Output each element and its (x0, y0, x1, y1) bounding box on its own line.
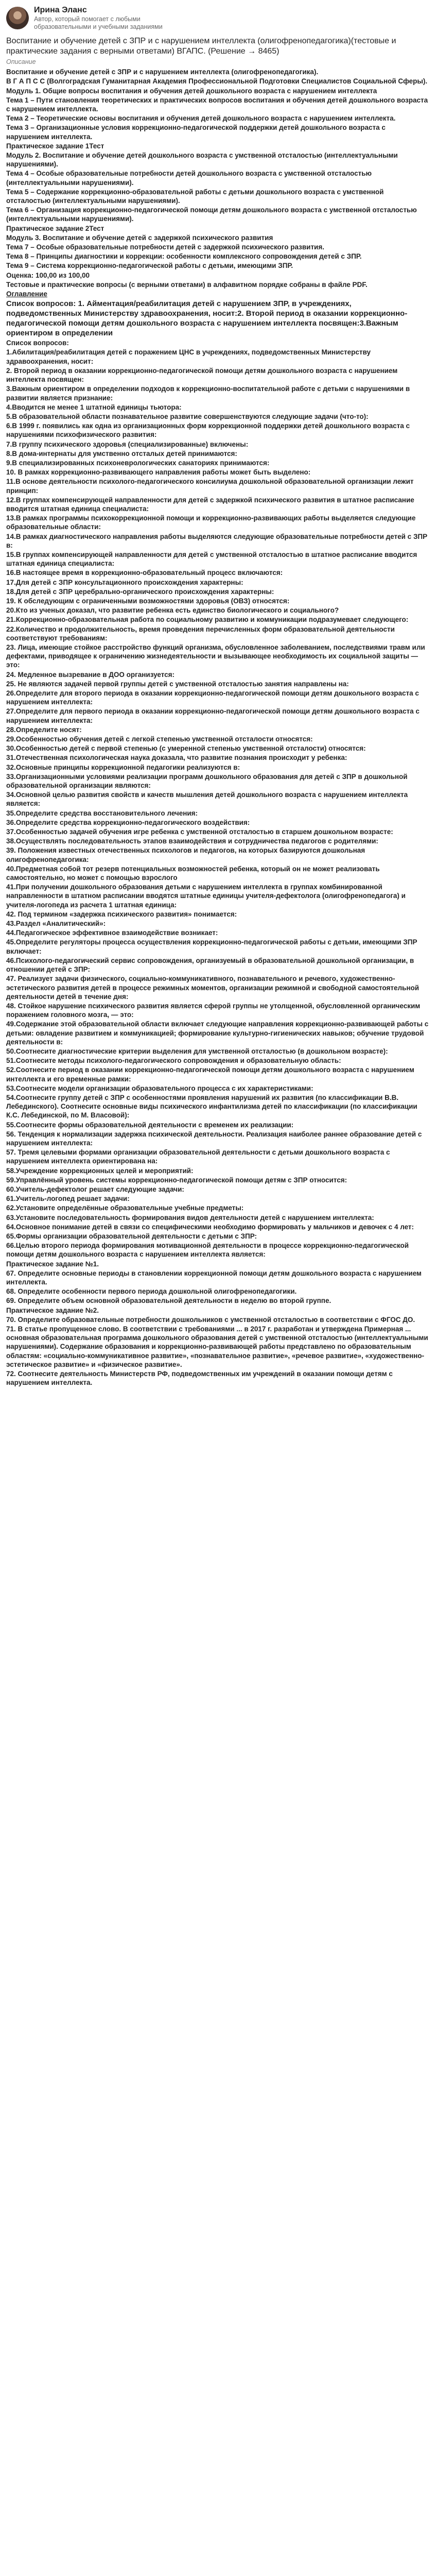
text-line: 61.Учитель-логопед решает задачи: (6, 1195, 130, 1203)
text-line: 43.Раздел «Аналитический»: (6, 920, 106, 928)
text-line: 32.Основные принципы коррекционной педагогики реализуются в: (6, 763, 240, 771)
text-line: 10. В рамках коррекционно-развивающего направления работы может быть выделено: (6, 468, 311, 477)
text-line: Тема 3 – Организационные условия коррекционно-педагогической поддержки детей дошкольного возраста с нарушением интеллекта. (6, 124, 386, 141)
text-line: 15.В группах компенсирующей направленности для детей с умственной отсталостью в штатное расписание вводится штатная единица специалиста: (6, 550, 417, 568)
text-line: 7.В группу психического здоровья (специализированные) включены: (6, 440, 249, 448)
text-line: 52.Соотнесите период в оказании коррекционно-педагогической помощи детям дошкольного возраста с нарушением интеллекта и его временные рамки: (6, 1066, 414, 1083)
text-line: 59.Управлённый уровень системы коррекционно-педагогической помощи детям с ЗПР относится: (6, 1176, 347, 1184)
text-line: Тема 5 – Содержание коррекционно-образовательной работы с детьми дошкольного возраста с умственной отсталостью (интеллектуальными нарушениями). (6, 188, 384, 205)
text-line: 57. Тремя целевыми формами организации образовательной деятельности с детьми дошкольного возраста с нарушением интеллекта ориентирована на: (6, 1148, 390, 1165)
text-line: 25. Не являются задачей первой группы детей с умственной отсталостью занятия направлены на: (6, 680, 349, 688)
text-line: 64.Основное понимание детей в связи со специфическими необходимо формировать у мальчиков и девочек с 4 лет: (6, 1223, 414, 1231)
text-line: Список вопросов: (6, 339, 69, 347)
text-line: 12.В группах компенсирующей направленности для детей с задержкой психического развития в штатное расписание вводится штатная единица специалиста: (6, 496, 414, 513)
text-line: Тема 8 – Принципы диагностики и коррекции: особенности комплексного сопровождения детей с ЗПР. (6, 252, 362, 261)
text-line: 63.Установите последовательность формирования видов деятельности детей с нарушением интеллекта: (6, 1213, 374, 1222)
text-line: 38.Осуществлять последовательность этапов взаимодействия и сотрудничества педагогов с родителями: (6, 837, 378, 845)
author-block[interactable] (6, 5, 429, 31)
text-line: 44.Педагогическое эффективное взаимодействие возникает: (6, 929, 218, 937)
text-line: 2. Второй период в оказании коррекционно-педагогической помощи детям дошкольного возраста с нарушением интеллекта посвящен: (6, 366, 398, 384)
text-line: Оценка: 100,00 из 100,00 (6, 271, 90, 279)
text-line: 9.В специализированных психоневрологических санаториях принимаются: (6, 459, 270, 467)
text-line: 36.Определите средства коррекционно-педагогического воздействия: (6, 818, 250, 826)
text-line: Практическое задание №1. (6, 1260, 99, 1268)
text-line: 26.Определите для второго периода в оказании коррекционно-педагогической помощи детям дошкольного возраста с нарушением интеллекта: (6, 689, 419, 706)
text-line: В Г А П С С (Волгоградская Гуманитарная Академия Профессиональной Подготовки Специалистов Социальной Сферы). (6, 77, 428, 86)
text-line: 46.Психолого-педагогический сервис сопровождения, организуемый в образовательной дошкольной организации, в отношении детей с ЗПР: (6, 956, 414, 974)
text-line: 3.Важным ориентиром в определении подходов к коррекционно-воспитательной работе с детьми с нарушениями в развитии является признание: (6, 385, 410, 402)
text-line: 66.Целью второго периода формирования мотивационной деятельности в процессе коррекционно-педагогической помощи детям дошкольного возраста с нарушением интеллекта является: (6, 1242, 409, 1259)
text-line: 62.Установите определённые образовательные учебные предметы: (6, 1204, 244, 1212)
text-line: 14.В рамках диагностического направления работы выделяются следующие образовательные потребности детей с ЗПР в: (6, 532, 428, 549)
text-line: 67. Определите основные периоды в становлении коррекционной помощи детям дошкольного возраста с нарушением интеллекта. (6, 1269, 422, 1286)
text-line: 47. Реализует задачи физического, социально-коммуникативного, познавательного и речевого, художественно-эстетического развития детей в процессе режимных моментов, организации режимной и свободной самостоятельной деятельности детей в течение дня: (6, 975, 420, 1001)
text-line: Тестовые и практические вопросы (с верными ответами) в алфавитном порядке собраны в файле PDF. (6, 280, 368, 289)
text-line: 70. Определите образовательные потребности дошкольников с умственной отсталостью в соответствии с ФГОС ДО. (6, 1315, 415, 1324)
text-line: 50.Соотнесите диагностические критерии выделения для умственной отсталостью (в дошкольном возрасте): (6, 1047, 388, 1055)
text-line: 33.Организационными условиями реализации программ дошкольного образования для детей с ЗПР в дошкольной образовательной организации являются: (6, 772, 408, 790)
text-line: Практическое задание 2Тест (6, 224, 104, 232)
text-line: Оглавление (6, 290, 47, 298)
text-line: 1.Абилитация/реабилитация детей с поражением ЦНС в учреждениях, подведомственных Министерству здравоохранения, носит: (6, 348, 371, 365)
text-line: 42. Под термином «задержка психического развития» понимается: (6, 910, 237, 918)
author-name[interactable]: Ирина Эланс (34, 6, 87, 14)
text-line: 60.Учитель-дефектолог решает следующие задачи: (6, 1185, 184, 1193)
text-line: 39. Положения известных отечественных психологов и педагогов, на которых базируются дошкольная олигофренопедагогика: (6, 846, 365, 863)
text-line: 21.Коррекционно-образовательная работа по социальному развитию и коммуникации подразумевает следующего: (6, 616, 409, 624)
text-line: 19. К обследующим с ограниченными возможностями здоровья (ОВЗ) относятся: (6, 597, 290, 605)
text-line: 53.Соотнесите модели организации образовательного процесса с их характеристиками: (6, 1084, 313, 1092)
text-line: 31.Отечественная психологическая наука доказала, что развитие познания происходит у ребенка: (6, 754, 347, 762)
text-line: 20.Кто из ученых доказал, что развитие ребенка есть единство биологического и социального? (6, 606, 339, 615)
text-line: 27.Определите для первого периода в оказании коррекционно-педагогической помощи детям дошкольного возраста с нарушением интеллекта: (6, 707, 420, 724)
text-line: Тема 7 – Особые образовательные потребности детей с задержкой психического развития. (6, 243, 324, 251)
text-line: 58.Учреждение коррекционных целей и мероприятий: (6, 1166, 194, 1175)
text-line: 68. Определите особенности первого периода дошкольной олигофренопедагогики. (6, 1287, 297, 1296)
text-line: Тема 1 – Пути становления теоретических и практических вопросов воспитания и обучения детей дошкольного возраста с нарушением интеллекта. (6, 96, 428, 113)
text-line: Модуль 3. Воспитание и обучение детей с задержкой психического развития (6, 233, 273, 242)
text-line: 11.В основе деятельности психолого-педагогического консилиума дошкольной образовательной организации лежит принцип: (6, 478, 414, 495)
text-line: 18.Для детей с ЗПР церебрально-органического происхождения характерны: (6, 587, 274, 596)
text-line: 41.При получении дошкольного образования детьми с нарушением интеллекта в группах комбинированной направленности в штатном расписании вводятся штатные единицы учителя-дефектолога (олигофренопедагога) и учителя-логопеда из расчета 1 штатная единица: (6, 883, 406, 909)
text-line: 34.Основной целью развития свойств и качеств мышления детей дошкольного возраста с нарушением интеллекта является: (6, 791, 408, 808)
description-label: Описание (6, 58, 36, 65)
document-content (6, 67, 429, 1387)
text-line: 65.Формы организации образовательной деятельности с детьми с ЗПР: (6, 1232, 257, 1240)
text-line: 69. Определите объем основной образовательной деятельности в неделю во второй группе. (6, 1297, 332, 1305)
text-line: Модуль 1. Общие вопросы воспитания и обучения детей дошкольного возраста с нарушением интеллекта (6, 87, 377, 95)
text-line: 16.В настоящее время в коррекционно-образовательный процесс включаются: (6, 569, 283, 577)
text-line: 17.Для детей с ЗПР консультационного происхождения характерны: (6, 578, 243, 586)
text-line: 23. Лица, имеющие стойкое расстройство функций организма, обусловленное заболеванием, последствиями травм или дефектами, приводящее к ограничению жизнедеятельности и вызывающее необходимость их социальной защиты — это: (6, 643, 425, 669)
text-line: 72. Соотнесите деятельность Министерств РФ, подведомственных им учреждений в оказании помощи детям с нарушением интеллекта. (6, 1370, 393, 1387)
text-line: Тема 6 – Организация коррекционно-педагогической помощи детям дошкольного возраста с умственной отсталостью (интеллектуальными нарушениями). (6, 206, 417, 223)
text-line: 8.В дома-интернаты для умственно отсталых детей принимаются: (6, 449, 237, 457)
text-line: Практическое задание 1Тест (6, 142, 104, 150)
document-title: Воспитание и обучение детей с ЗПР и с нарушением интеллекта (олигофренопедагогика)(тестовые и практические задания с верными ответами) ВГАПС. (Решение → 8465) (6, 37, 396, 56)
text-line: 48. Стойкое нарушение психического развития является сферой группы не утолщенной, обусловленной органическим поражением головного мозга, — это: (6, 1002, 421, 1019)
text-line: 49.Содержание этой образовательной области включает следующие направления коррекционно-развивающей работы с детьми: овладение развитием и коммуникацией; формирование культурно-гигиенических навыков; обучение трудовой деятельности в: (6, 1020, 429, 1046)
text-line: 54.Соотнесите группу детей с ЗПР с особенностями проявления нарушений их развития (по классификации В.В. Лебединского). Соотнесите основные виды психического инфантилизма детей по классификации (по классификации К.С. Лебединской, по М. Власовой): (6, 1093, 417, 1120)
text-line: 35.Определите средства восстановительного лечения: (6, 809, 198, 817)
text-line: 28.Определите носят: (6, 725, 82, 734)
text-line: 29.Особенностью обучения детей с легкой степенью умственной отсталости относятся: (6, 735, 313, 743)
text-line: 4.Вводится не менее 1 штатной единицы тьютора: (6, 403, 182, 411)
text-line: Воспитание и обучение детей с ЗПР и с нарушением интеллекта (олигофренопедагогика). (6, 68, 319, 76)
text-line: Практическое задание №2. (6, 1306, 99, 1314)
text-line: 45.Определите регуляторы процесса осуществления коррекционно-педагогической работы с детьми, имеющими ЗПР включает: (6, 938, 417, 955)
text-line: 51.Соотнесите методы психолого-педагогического сопровождения и образовательную область: (6, 1057, 341, 1065)
text-line: 56. Тенденция к нормализации задержка психической деятельности. Реализация наиболее раннее образование детей с нарушением интеллекта: (6, 1130, 422, 1147)
text-line: 24. Медленное вызревание в ДОО организуется: (6, 670, 175, 679)
text-line: Тема 2 – Теоретические основы воспитания и обучения детей дошкольного возраста с нарушением интеллекта. (6, 114, 396, 123)
avatar[interactable] (6, 7, 29, 29)
text-line: Тема 9 – Система коррекционно-педагогической работы с детьми, имеющими ЗПР. (6, 262, 293, 270)
text-line: 30.Особенностью детей с первой степенью (с умеренной степенью умственной отсталости) относятся: (6, 744, 366, 753)
text-line: 22.Количество и продолжительность, время проведения перечисленных форм образовательной деятельности соответствуют требованиям: (6, 625, 395, 642)
text-line: 5.В образовательной области познавательное развитие совершенствуются следующие задачи (что-то): (6, 412, 369, 420)
text-line: 71. В статье пропущенное слово. В соответствии с требованиями ... в 2017 г. разработан и утверждена Примерная ... основная образовательная программа дошкольного образования детей с умственной отсталостью (интеллектуальными нарушениями). Содержание образования и коррекционно-развивающей работы представлено по образовательным областям: «социально-коммуникативное развитие», «познавательное развитие», «речевое развитие», «художественно-эстетическое развитие» и «физическое развитие». (6, 1325, 428, 1368)
text-line: 40.Предметная собой тот резерв потенциальных возможностей ребенка, который он не может реализовать самостоятельно, но может с помощью взрослого (6, 865, 380, 882)
text-line: 37.Особенностью задачей обучения игре ребенка с умственной отсталостью в старшем дошкольном возрасте: (6, 828, 393, 836)
author-description: Автор, который помогает с любыми образовательными и учебными заданиями (34, 15, 163, 30)
text-line: 55.Соотнесите формы образовательной деятельности с временем их реализации: (6, 1121, 294, 1129)
text-line: Список вопросов: 1. Айментация/реабилитация детей с нарушением ЗПР, в учреждениях, подведомственных Министерству здравоохранения, носит:2. Второй период в оказании коррекционно-педагогической помощи детям дошкольного возраста с нарушением интеллекта посвящен:3.Важным ориентиром в определении (6, 299, 408, 338)
text-line: 13.В рамках программы психокоррекционной помощи и коррекционно-развивающих работы выделяется следующие образовательные области: (6, 514, 416, 531)
text-line: Тема 4 – Особые образовательные потребности детей дошкольного возраста с умственной отсталостью (интеллектуальными нарушениями). (6, 170, 372, 187)
author-info (34, 5, 188, 31)
text-line: Модуль 2. Воспитание и обучение детей дошкольного возраста с умственной отсталостью (интеллектуальными нарушениями). (6, 151, 398, 168)
text-line: 6.В 1999 г. появились как одна из организационных форм коррекционной поддержки детей дошкольного возраста с нарушениями психофизического развития: (6, 422, 410, 439)
